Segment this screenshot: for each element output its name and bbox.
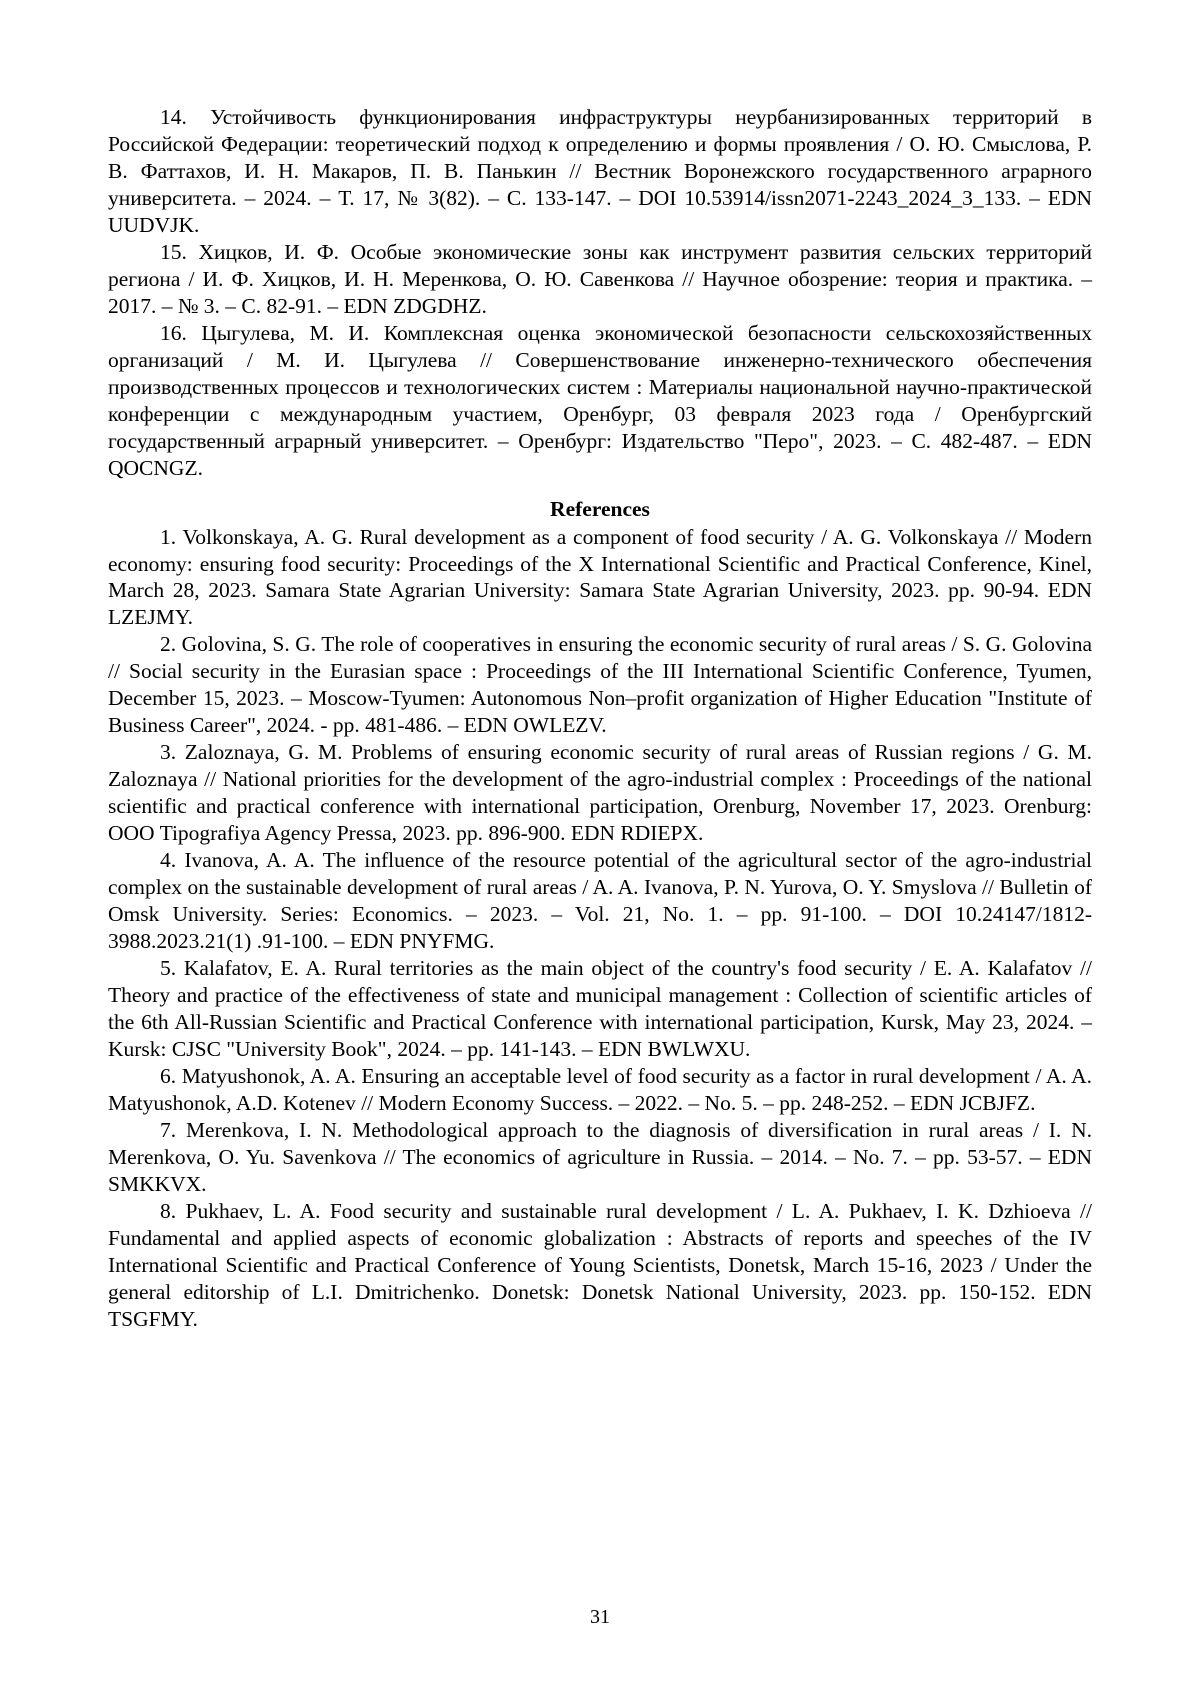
reference-item-en-4: 4. Ivanova, A. A. The influence of the resource potential of the agricultural sector of the agro-industrial complex on the sustainable development of rural areas / A. A. Ivanova, P. N. Yurova, O. Y. Smyslova // Bulletin of Omsk University. Series: Economics. – 2023. – Vol. 21, No. 1. – pp. 91-100. – DOI 10.24147/1812-3988.2023.21(1) .91-100. – EDN PNYFMG.: [108, 848, 1092, 954]
english-references-list: [108, 524, 1092, 1333]
reference-item-ru-16: 16. Цыгулева, М. И. Комплексная оценка экономической безопасности сельскохозяйственных организаций / М. И. Цыгулева // Совершенствование инженерно-технического обеспечения производственных процессов и технологических систем : Материалы национальной научно-практической конференции с международным участием, Оренбург, 03 февраля 2023 года / Оренбургский государственный аграрный университет. – Оренбург: Издательство "Перо", 2023. – С. 482-487. – EDN QOCNGZ.: [108, 320, 1092, 480]
reference-item-ru-14: 14. Устойчивость функционирования инфраструктуры неурбанизированных территорий в Российской Федерации: теоретический подход к определению и формы проявления / О. Ю. Смыслова, Р. В. Фаттахов, И. Н. Макаров, П. В. Панькин // Вестник Воронежского государственного аграрного университета. – 2024. – Т. 17, № 3(82). – С. 133-147. – DOI 10.53914/issn2071-2243_2024_3_133. – EDN UUDVJK.: [108, 105, 1092, 237]
references-heading: References: [550, 496, 650, 521]
russian-references-list: [108, 104, 1092, 482]
reference-item-en-7: 7. Merenkova, I. N. Methodological approach to the diagnosis of diversification in rural areas / I. N. Merenkova, O. Yu. Savenkova // The economics of agriculture in Russia. – 2014. – No. 7. – pp. 53-57. – EDN SMKKVX.: [108, 1117, 1092, 1196]
reference-item-en-5: 5. Kalafatov, E. A. Rural territories as the main object of the country's food security / E. A. Kalafatov // Theory and practice of the effectiveness of state and municipal management : Collection of scientific articles of the 6th All-Russian Scientific and Practical Conference with international participation, Kursk, May 23, 2024. – Kursk: CJSC "University Book", 2024. – pp. 141-143. – EDN BWLWXU.: [108, 956, 1092, 1061]
reference-item-ru-15: 15. Хицков, И. Ф. Особые экономические зоны как инструмент развития сельских территорий региона / И. Ф. Хицков, И. Н. Меренкова, О. Ю. Савенкова // Научное обозрение: теория и практика. – 2017. – № 3. – С. 82-91. – EDN ZDGDHZ.: [108, 239, 1092, 318]
page-number: 31: [590, 1606, 610, 1628]
reference-item-en-2: 2. Golovina, S. G. The role of cooperatives in ensuring the economic security of rural areas / S. G. Golovina // Social security in the Eurasian space : Proceedings of the III International Scientific Conference, Tyumen, December 15, 2023. – Moscow-Tyumen: Autonomous Non–profit organization of Higher Education "Institute of Business Career", 2024. - pp. 481-486. – EDN OWLEZV.: [108, 632, 1092, 738]
reference-item-en-1: 1. Volkonskaya, A. G. Rural development as a component of food security / A. G. Volkonskaya // Modern economy: ensuring food security: Proceedings of the X International Scientific and Practical Conference, Kinel, March 28, 2023. Samara State Agrarian University: Samara State Agrarian University, 2023. pp. 90-94. EDN LZEJMY.: [108, 524, 1092, 630]
reference-item-en-3: 3. Zaloznaya, G. M. Problems of ensuring economic security of rural areas of Russian regions / G. M. Zaloznaya // National priorities for the development of the agro-industrial complex : Proceedings of the national scientific and practical conference with international participation, Orenburg, November 17, 2023. Orenburg: OOO Tipografiya Agency Pressa, 2023. pp. 896-900. EDN RDIEPX.: [108, 740, 1092, 846]
reference-item-en-6: 6. Matyushonok, A. A. Ensuring an acceptable level of food security as a factor in rural development / A. A. Matyushonok, A.D. Kotenev // Modern Economy Success. – 2022. – No. 5. – pp. 248-252. – EDN JCBJFZ.: [108, 1063, 1092, 1115]
reference-item-en-8: 8. Pukhaev, L. A. Food security and sustainable rural development / L. A. Pukhaev, I. K. Dzhioeva // Fundamental and applied aspects of economic globalization : Abstracts of reports and speeches of the IV International Scientific and Practical Conference of Young Scientists, Donetsk, March 15-16, 2023 / Under the general editorship of L.I. Dmitrichenko. Donetsk: Donetsk National University, 2023. pp. 150-152. EDN TSGFMY.: [108, 1198, 1092, 1331]
